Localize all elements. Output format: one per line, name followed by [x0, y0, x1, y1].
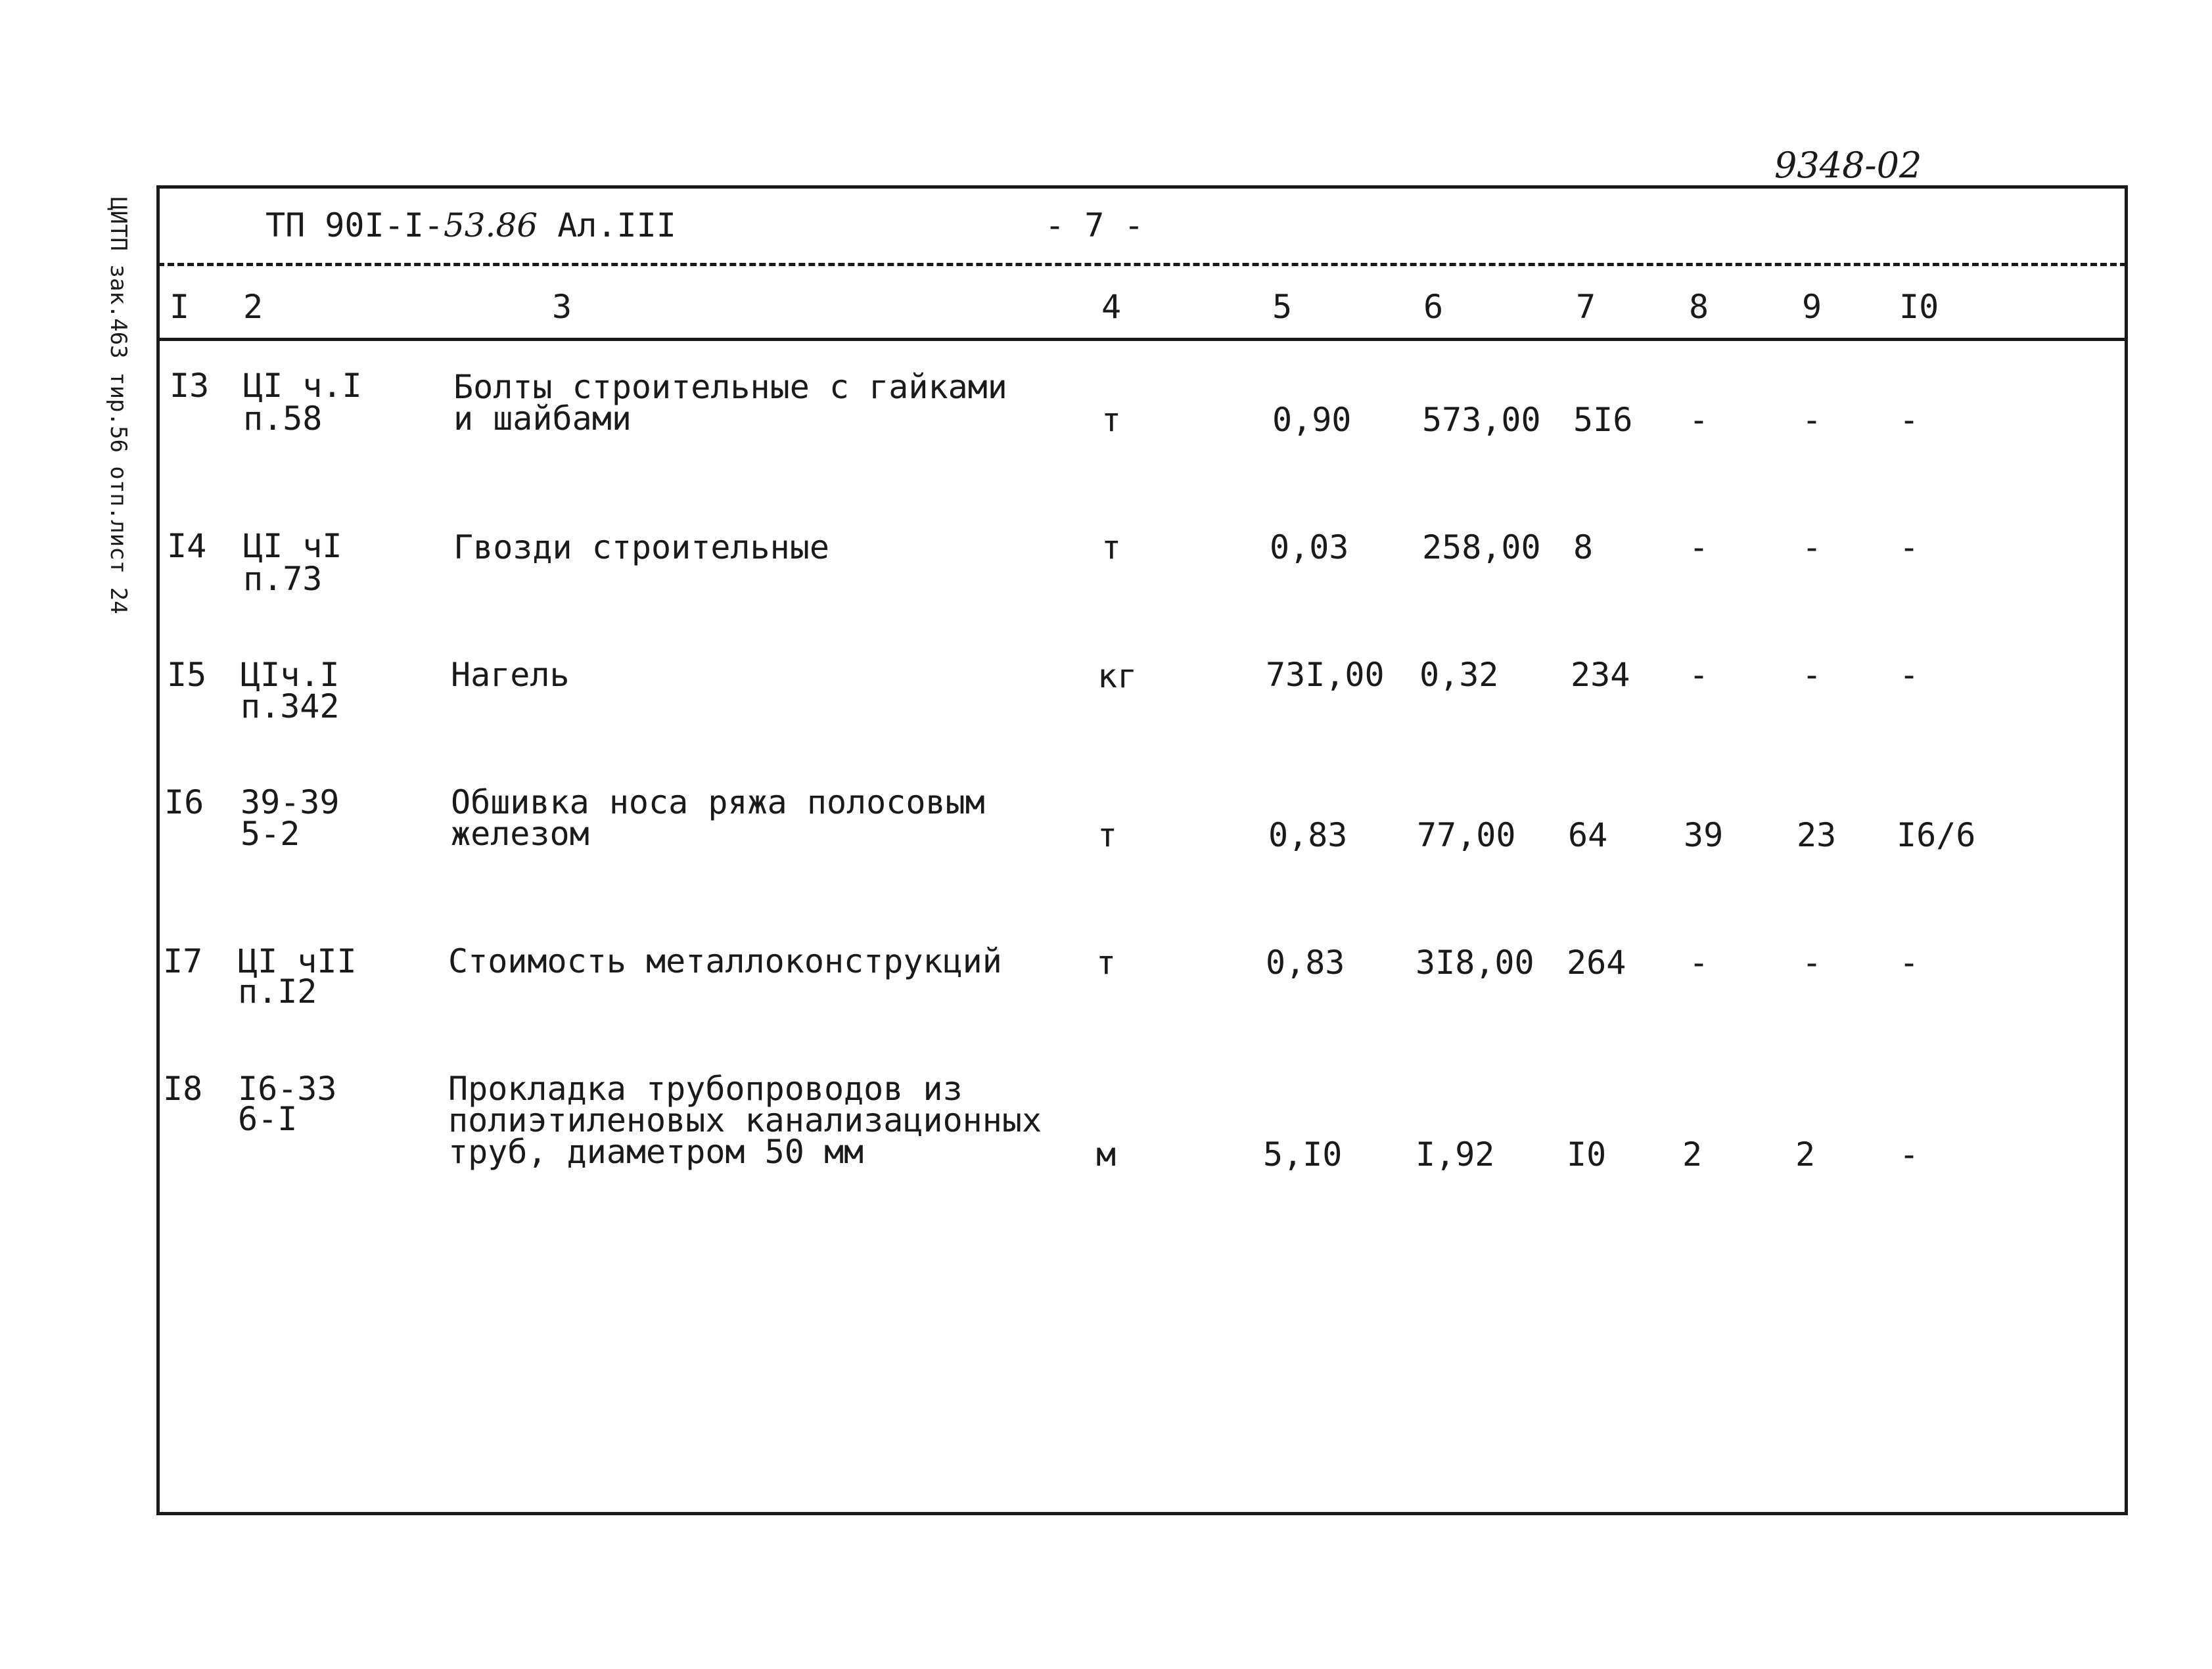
row-reference: ЦI чII [238, 942, 357, 980]
row-total: 64 [1568, 816, 1608, 854]
row-unit: т [1096, 944, 1117, 982]
row-unit-price: 0,32 [1419, 656, 1499, 694]
row-col8: - [1689, 656, 1709, 694]
column-number: 3 [552, 288, 572, 326]
row-number: I4 [167, 527, 207, 565]
row-reference: п.342 [241, 687, 340, 725]
row-number: I8 [163, 1070, 203, 1108]
row-unit-price: 258,00 [1422, 528, 1541, 566]
row-col10: - [1899, 528, 1920, 566]
row-reference: ЦIч.I [241, 656, 340, 694]
row-description: полиэтиленовых канализационных [448, 1101, 1042, 1139]
row-description: и шайбами [453, 400, 632, 438]
row-col9: - [1802, 656, 1822, 694]
row-reference: ЦI чI [243, 527, 342, 565]
column-number: 4 [1101, 288, 1122, 326]
row-total: 5I6 [1573, 401, 1633, 439]
row-description: Болты строительные с гайками [453, 368, 1007, 406]
row-col9: - [1802, 944, 1822, 982]
row-description: Гвозди строительные [453, 528, 829, 566]
row-col8: - [1689, 944, 1709, 982]
column-number: 9 [1802, 288, 1822, 326]
row-reference: п.58 [243, 400, 323, 438]
column-number: I0 [1899, 288, 1939, 326]
row-reference: п.73 [243, 560, 323, 598]
row-quantity: 5,I0 [1263, 1135, 1343, 1174]
row-unit: т [1097, 816, 1118, 854]
row-number: I3 [170, 367, 210, 405]
row-total: 264 [1567, 944, 1626, 982]
row-description: Прокладка трубопроводов из [448, 1070, 963, 1108]
row-reference: 39-39 [241, 783, 340, 821]
row-reference: 5-2 [241, 815, 300, 853]
row-reference: ЦI ч.I [243, 367, 362, 405]
row-description: Нагель [451, 656, 570, 694]
row-col9: - [1802, 401, 1822, 439]
row-reference: п.I2 [238, 972, 317, 1011]
row-unit: т [1101, 528, 1122, 566]
row-col10: - [1899, 1135, 1920, 1174]
row-unit-price: 77,00 [1417, 816, 1516, 854]
row-unit: кг [1097, 657, 1138, 695]
row-quantity: 73I,00 [1266, 656, 1385, 694]
row-col8: - [1689, 528, 1709, 566]
row-col9: - [1802, 528, 1822, 566]
row-reference: 6-I [238, 1100, 298, 1138]
column-number: 6 [1423, 288, 1444, 326]
row-total: I0 [1567, 1135, 1607, 1174]
row-col9: 23 [1797, 816, 1837, 854]
row-unit-price: 3I8,00 [1416, 944, 1534, 982]
side-stamp: ЦИТП зак.463 тир.56 отп.лист 24 [105, 197, 131, 614]
column-header-divider [158, 338, 2127, 341]
row-quantity: 0,90 [1272, 401, 1352, 439]
row-quantity: 0,03 [1270, 528, 1349, 566]
corner-code: 9348-02 [1774, 145, 1922, 186]
row-col10: I6/6 [1897, 816, 1976, 854]
row-unit-price: I,92 [1416, 1135, 1495, 1174]
row-number: I5 [167, 656, 207, 694]
column-number: 8 [1689, 288, 1709, 326]
row-total: 8 [1573, 528, 1594, 566]
column-number: 2 [243, 288, 264, 326]
row-col8: - [1689, 401, 1709, 439]
row-description: труб, диаметром 50 мм [448, 1133, 864, 1171]
doc-prefix: ТП 90I-I- [265, 206, 444, 244]
row-col10: - [1899, 656, 1920, 694]
column-number: I [170, 288, 190, 326]
row-description: Обшивка носа ряжа полосовым [451, 783, 985, 821]
album-label: Ал.III [557, 206, 676, 244]
row-unit: т [1101, 401, 1122, 439]
row-number: I7 [163, 942, 203, 980]
row-quantity: 0,83 [1268, 816, 1348, 854]
page-number: - 7 - [1045, 206, 1144, 244]
row-description: железом [451, 815, 589, 853]
row-description: Стоимость металлоконструкций [448, 942, 1002, 980]
doc-number: 53.86 [443, 206, 538, 244]
row-unit-price: 573,00 [1422, 401, 1541, 439]
row-number: I6 [164, 783, 204, 821]
column-number: 7 [1576, 288, 1596, 326]
header-divider [158, 263, 2127, 266]
row-col10: - [1899, 944, 1920, 982]
row-col10: - [1899, 401, 1920, 439]
row-reference: I6-33 [238, 1070, 337, 1108]
row-col8: 39 [1684, 816, 1724, 854]
column-number: 5 [1272, 288, 1293, 326]
row-col8: 2 [1682, 1135, 1703, 1174]
row-col9: 2 [1795, 1135, 1816, 1174]
doc-designation [265, 206, 676, 244]
row-quantity: 0,83 [1266, 944, 1345, 982]
row-unit: м [1096, 1135, 1117, 1174]
row-total: 234 [1571, 656, 1630, 694]
